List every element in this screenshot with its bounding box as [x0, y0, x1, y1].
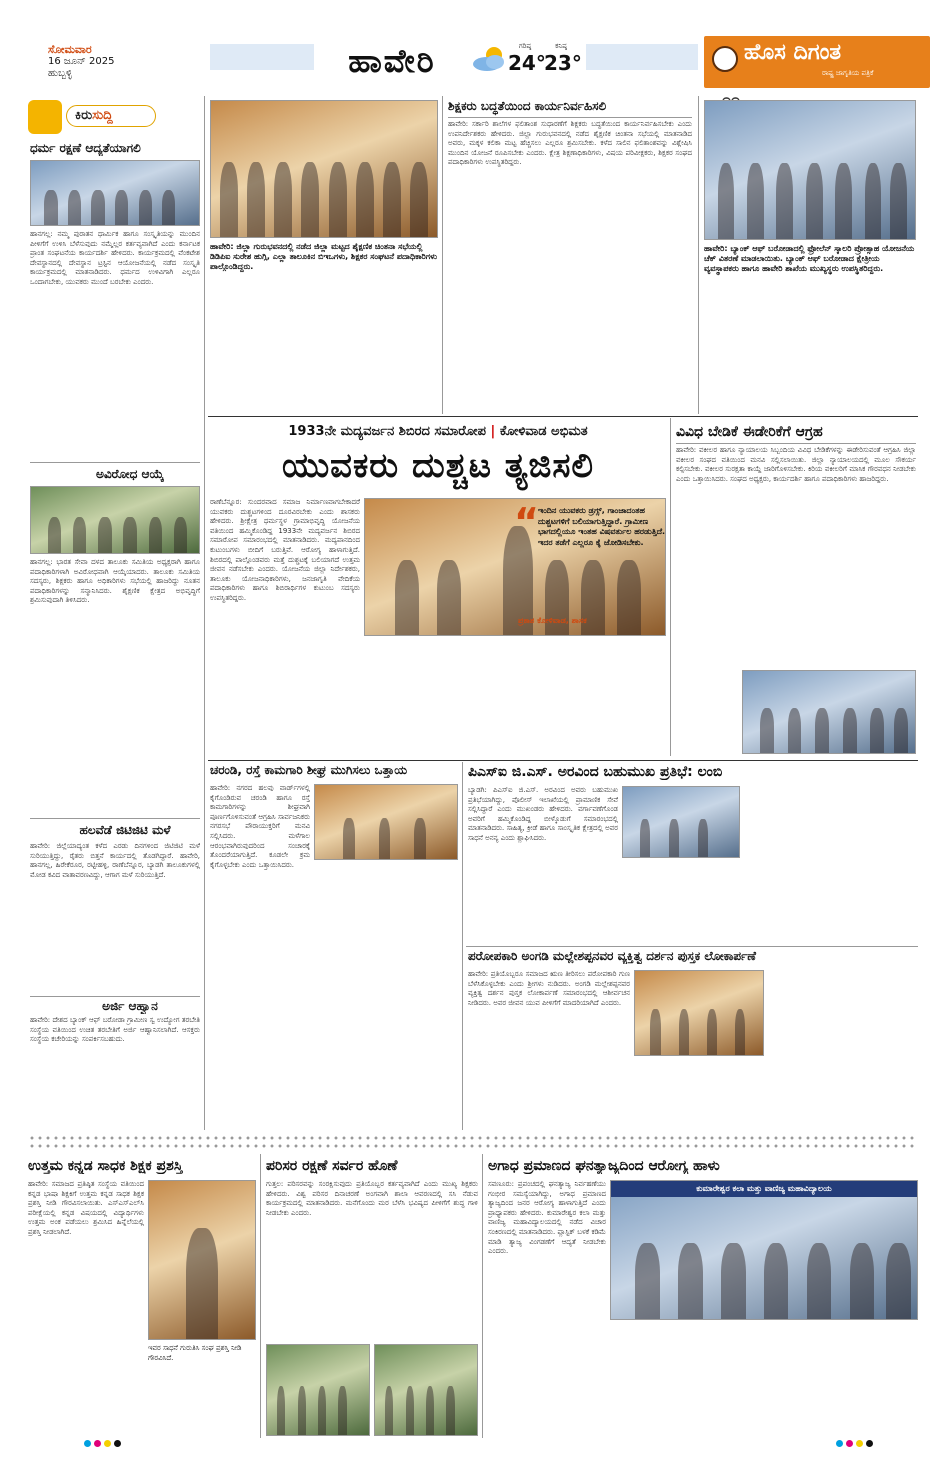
- mid-story-3-head: ಪರೋಪಕಾರಿ ಅಂಗಡಿ ಮಲ್ಲೇಶಪ್ಪನವರ ವ್ಯಕ್ತಿತ್ವ ದರ್ಶನ ಪುಸ್ತಕ ಲೋಕಾರ್ಪಣೆ: [468, 950, 757, 963]
- top-story-2-head: ಶಿಕ್ಷಕರು ಬದ್ಧತೆಯಿಂದ ಕಾರ್ಯನಿರ್ವಹಿಸಲಿ: [448, 100, 692, 118]
- top-story-3-photo: [704, 100, 916, 240]
- right-story-1-photo: [742, 670, 916, 754]
- temp-min-value: 23°: [544, 51, 582, 75]
- mid-story-1-photo: [314, 784, 458, 860]
- mid-story-2-head: ಪಿಎಸ್ಐ ಜಿ.ಎಸ್. ಅರವಿಂದ ಬಹುಮುಖ ಪ್ರತಿಭೆ: ಲಂಬಿ: [468, 764, 723, 780]
- column-divider: [442, 96, 443, 414]
- column-divider: [462, 762, 463, 1130]
- divider: [30, 818, 200, 819]
- right-story-1-body: ಹಾವೇರಿ: ವಕೀಲರ ಹಾಗೂ ನ್ಯಾಯಾಲಯ ಸಿಬ್ಬಂದಿಯ ವಿವಿಧ ಬೇಡಿಕೆಗಳನ್ನು ಈಡೇರಿಸುವಂತೆ ಆಗ್ರಹಿಸಿ ಜಿಲ್ಲಾ ವಕೀಲರ ಸಂಘದ ವತಿಯಿಂದ ಮನವಿ ಸಲ್ಲಿಸಲಾಯಿತು. ಜಿಲ್ಲಾ ನ್ಯಾಯಾಲಯದಲ್ಲಿ ಮೂಲ ಸೌಕರ್ಯ ಕಲ್ಪಿಸಬೇಕು. ವಕೀಲರ ಸುರಕ್ಷತಾ ಕಾಯ್ದೆ ಜಾರಿಗೊಳಿಸಬೇಕು. ಕಿರಿಯ ವಕೀಲರಿಗೆ ಮಾಸಿಕ ಗೌರವಧನ ನೀಡಬೇಕು ಎಂದು ಒತ್ತಾಯಿಸಿದರು. ಸಂಘದ ಅಧ್ಯಕ್ಷರು, ಕಾರ್ಯದರ್ಶಿ ಹಾಗೂ ಪದಾಧಿಕಾರಿಗಳು ಹಾಜರಿದ್ದರು.: [676, 446, 916, 483]
- college-banner: ಕುಮಾರೇಶ್ವರ ಕಲಾ ಮತ್ತು ವಾಣಿಜ್ಯ ಮಹಾವಿದ್ಯಾಲಯ: [611, 1181, 917, 1197]
- city-title: ಹಾವೇರಿ: [348, 42, 436, 80]
- mid-story-3-body: ಹಾವೇರಿ: ಪ್ರತಿಯೊಬ್ಬರೂ ಸಮಾಜದ ಋಣ ತೀರಿಸಲು ಪರೋಪಕಾರಿ ಗುಣ ಬೆಳೆಸಿಕೊಳ್ಳಬೇಕು ಎಂದು ಶ್ರೀಗಳು ನುಡಿದರು. ಅಂಗಡಿ ಮಲ್ಲೇಶಪ್ಪನವರ ವ್ಯಕ್ತಿತ್ವ ದರ್ಶನ ಪುಸ್ತಕ ಲೋಕಾರ್ಪಣೆ ಸಮಾರಂಭದಲ್ಲಿ ಆಶೀರ್ವಚನ ನೀಡಿದರು. ಅವರ ಜೀವನ ಯುವ ಪೀಳಿಗೆಗೆ ಮಾದರಿಯಾಗಿದೆ ಎಂದರು.: [468, 970, 630, 1007]
- registration-marks: [84, 1440, 121, 1448]
- masthead: [0, 28, 945, 90]
- temp-max: [508, 42, 546, 75]
- mid-story-1-body: ಹಾವೇರಿ: ನಗರದ ಹಲವು ವಾರ್ಡ್‌ಗಳಲ್ಲಿ ಕೈಗೊಂಡಿರುವ ಚರಂಡಿ ಹಾಗೂ ರಸ್ತೆ ಕಾಮಗಾರಿಗಳನ್ನು ಶೀಘ್ರವಾಗಿ ಪೂರ್ಣಗೊಳಿಸುವಂತೆ ಆಗ್ರಹಿಸಿ ಸಾರ್ವಜನಿಕರು ನಗರಸಭೆ ಪೌರಾಯುಕ್ತರಿಗೆ ಮನವಿ ಸಲ್ಲಿಸಿದರು. ಮಳೆಗಾಲ ಆರಂಭವಾಗಿರುವುದರಿಂದ ಸಂಚಾರಕ್ಕೆ ತೊಂದರೆಯಾಗುತ್ತಿದೆ. ಕೂಡಲೇ ಕ್ರಮ ಕೈಗೊಳ್ಳಬೇಕು ಎಂದು ಒತ್ತಾಯಿಸಿದರು.: [210, 784, 310, 869]
- mid-story-1-body-cont: [314, 864, 458, 1124]
- mid-story-1-head: ಚರಂಡಿ, ರಸ್ತೆ ಕಾಮಗಾರಿ ಶೀಘ್ರ ಮುಗಿಸಲು ಒತ್ತಾಯ: [210, 764, 408, 777]
- hand-icon: [28, 100, 62, 134]
- brief-1-photo: [30, 160, 200, 226]
- section-divider: [208, 760, 918, 761]
- mid-story-3-photo: [634, 970, 764, 1056]
- temp-min: [544, 42, 582, 75]
- masthead-band-left: [210, 44, 314, 70]
- brief-3-body: ಹಾವೇರಿ: ಜಿಲ್ಲೆಯಾದ್ಯಂತ ಕಳೆದ ಎರಡು ದಿನಗಳಿಂದ ಜಿಟಿಜಿಟಿ ಮಳೆ ಸುರಿಯುತ್ತಿದ್ದು, ರೈತರು ಬಿತ್ತನೆ ಕಾರ್ಯದಲ್ಲಿ ತೊಡಗಿದ್ದಾರೆ. ಹಾವೇರಿ, ಹಾನಗಲ್ಲ, ಹಿರೇಕೆರೂರ, ರಟ್ಟೀಹಳ್ಳಿ, ರಾಣೆಬೆನ್ನೂರ, ಬ್ಯಾಡಗಿ ತಾಲೂಕುಗಳಲ್ಲಿ ಮೋಡ ಕವಿದ ವಾತಾವರಣವಿದ್ದು, ಆಗಾಗ ಮಳೆ ಸುರಿಯುತ್ತಿದೆ.: [30, 842, 200, 879]
- bottom-story-3-body: ಸವಣೂರು: ಪ್ರಪಂಚದಲ್ಲಿ ಘನತ್ಯಾಜ್ಯ ನಿರ್ವಹಣೆಯು ಗಂಭೀರ ಸಮಸ್ಯೆಯಾಗಿದ್ದು, ಅಗಾಧ ಪ್ರಮಾಣದ ತ್ಯಾಜ್ಯದಿಂದ ಜನರ ಆರೋಗ್ಯ ಹಾಳಾಗುತ್ತಿದೆ ಎಂದು ಪ್ರಾಧ್ಯಾಪಕರು ಹೇಳಿದರು. ಕುಮಾರೇಶ್ವರ ಕಲಾ ಮತ್ತು ವಾಣಿಜ್ಯ ಮಹಾವಿದ್ಯಾಲಯದಲ್ಲಿ ನಡೆದ ವಿಚಾರ ಸಂಕಿರಣದಲ್ಲಿ ಮಾತನಾಡಿದರು. ಪ್ಲಾಸ್ಟಿಕ್ ಬಳಕೆ ಕಡಿಮೆ ಮಾಡಿ ತ್ಯಾಜ್ಯ ವಿಂಗಡಣೆಗೆ ಆದ್ಯತೆ ನೀಡಬೇಕು ಎಂದರು.: [488, 1180, 606, 1256]
- lead-kicker-b: ಕೋಳಿವಾಡ ಅಭಿಮತ: [499, 424, 588, 439]
- temp-min-label: ಕನಿಷ್ಠ: [555, 42, 567, 50]
- brief-4-head: ಅರ್ಜಿ ಆಹ್ವಾನ: [102, 1000, 158, 1013]
- weather-widget: [470, 38, 582, 84]
- bottom-story-2-body: ಗುತ್ತಲ: ಪರಿಸರವನ್ನು ಸಂರಕ್ಷಿಸುವುದು ಪ್ರತಿಯೊಬ್ಬರ ಕರ್ತವ್ಯವಾಗಿದೆ ಎಂದು ಮುಖ್ಯ ಶಿಕ್ಷಕರು ಹೇಳಿದರು. ವಿಶ್ವ ಪರಿಸರ ದಿನಾಚರಣೆ ಅಂಗವಾಗಿ ಶಾಲಾ ಆವರಣದಲ್ಲಿ ಸಸಿ ನೆಡುವ ಕಾರ್ಯಕ್ರಮದಲ್ಲಿ ಮಾತನಾಡಿದರು. ಮನೆಗೊಂದು ಮರ ಬೆಳೆಸಿ ಭವಿಷ್ಯದ ಪೀಳಿಗೆಗೆ ಶುದ್ಧ ಗಾಳಿ ನೀಡಬೇಕು ಎಂದರು.: [266, 1180, 478, 1217]
- quote-mark-icon: “: [514, 500, 539, 544]
- lead-kicker-a: 1933ನೇ ಮದ್ಯವರ್ಜನ ಶಿಬಿರದ ಸಮಾರೋಪ: [288, 424, 486, 439]
- brand-title: ಹೊಸ ದಿಗಂತ: [744, 40, 842, 65]
- mid-story-2-body-cont: [744, 786, 916, 944]
- top-story-3-caption: ಹಾವೇರಿ: ಬ್ಯಾಂಕ್ ಆಫ್ ಬರೋಡಾದಲ್ಲಿ ಫ್ರೋಲೆನ್ ಸ್ಕಾಲರಿ ಪ್ರೋತ್ಸಾಹ ಯೋಜನೆಯ ಚೆಕ್ ವಿತರಣೆ ಮಾಡಲಾಯಿತು. ಬ್ಯಾಂಕ್ ಆಫ್ ಬರೋಡಾದ ಕ್ಷೇತ್ರೀಯ ವ್ಯವಸ್ಥಾಪಕರು ಹಾಗೂ ಹಾವೇರಿ ಶಾಖೆಯ ಮುಖ್ಯಸ್ಥರು ಉಪಸ್ಥಿತರಿದ್ದರು.: [704, 244, 915, 273]
- right-story-1-head: ವಿವಿಧ ಬೇಡಿಕೆ ಈಡೇರಿಕೆಗೆ ಆಗ್ರಹ: [676, 424, 916, 444]
- brief-2-head: ಅವಿರೋಧ ಆಯ್ಕೆ: [96, 468, 164, 481]
- weekday: ಸೋಮವಾರ: [48, 43, 92, 56]
- cloud-sun-icon: [470, 44, 510, 74]
- lead-body: ರಾಣೆಬೆನ್ನೂರ: ಸುಂದರವಾದ ಸಮಾಜ ನಿರ್ಮಾಣವಾಗಬೇಕಾದರೆ ಯುವಕರು ದುಶ್ಚಟಗಳಿಂದ ದೂರವಿರಬೇಕು ಎಂದು ಶಾಸಕರು ಹೇಳಿದರು. ಶ್ರೀಕ್ಷೇತ್ರ ಧರ್ಮಸ್ಥಳ ಗ್ರಾಮಾಭಿವೃದ್ಧಿ ಯೋಜನೆಯ ವತಿಯಿಂದ ಹಮ್ಮಿಕೊಂಡಿದ್ದ 1933ನೇ ಮದ್ಯವರ್ಜನ ಶಿಬಿರದ ಸಮಾರೋಪ ಸಮಾರಂಭದಲ್ಲಿ ಮಾತನಾಡಿದರು. ಮದ್ಯಪಾನದಿಂದ ಕುಟುಂಬಗಳು ಬೀದಿಗೆ ಬರುತ್ತಿವೆ. ಆರೋಗ್ಯ ಹಾಳಾಗುತ್ತಿದೆ. ಶಿಬಿರದಲ್ಲಿ ಪಾಲ್ಗೊಂಡವರು ಮತ್ತೆ ದುಶ್ಚಟಕ್ಕೆ ಬಲಿಯಾಗದೆ ಉತ್ತಮ ಜೀವನ ನಡೆಸಬೇಕು ಎಂದರು. ಯೋಜನೆಯ ಜಿಲ್ಲಾ ನಿರ್ದೇಶಕರು, ತಾಲೂಕು ಯೋಜನಾಧಿಕಾರಿಗಳು, ಜನಜಾಗೃತಿ ವೇದಿಕೆಯ ಪದಾಧಿಕಾರಿಗಳು ಹಾಗೂ ಶಿಬಿರಾರ್ಥಿಗಳ ಕುಟುಂಬ ಸದಸ್ಯರು ಉಪಸ್ಥಿತರಿದ್ದರು.: [210, 498, 360, 602]
- mid-story-2-body: ಬ್ಯಾಡಗಿ: ಪಿಎಸ್ಐ ಜಿ.ಎಸ್. ಅರವಿಂದ ಅವರು ಬಹುಮುಖ ಪ್ರತಿಭೆಯಾಗಿದ್ದು, ಪೊಲೀಸ್ ಇಲಾಖೆಯಲ್ಲಿ ಪ್ರಾಮಾಣಿಕ ಸೇವೆ ಸಲ್ಲಿಸಿದ್ದಾರೆ ಎಂದು ಮುಖಂಡರು ಹೇಳಿದರು. ವರ್ಗಾವಣೆಗೊಂಡ ಅವರಿಗೆ ಹಮ್ಮಿಕೊಂಡಿದ್ದ ಬೀಳ್ಕೊಡುಗೆ ಸಮಾರಂಭದಲ್ಲಿ ಮಾತನಾಡಿದರು. ಸಾಹಿತ್ಯ, ಕ್ರೀಡೆ ಹಾಗೂ ಸಾಂಸ್ಕೃತಿಕ ಕ್ಷೇತ್ರದಲ್ಲಿ ಅವರ ಸಾಧನೆ ಅನನ್ಯ ಎಂದು ಶ್ಲಾಘಿಸಿದರು.: [468, 786, 618, 842]
- kirusuddi-label: [28, 100, 200, 136]
- date-block: [48, 44, 114, 80]
- kicker-separator: |: [490, 424, 500, 439]
- bottom-story-3-body-cont: [610, 1324, 918, 1436]
- brief-1-body: ಹಾನಗಲ್ಲ: ನಮ್ಮ ಪುರಾತನ ಧಾರ್ಮಿಕ ಹಾಗೂ ಸಂಸ್ಕೃತಿಯನ್ನು ಮುಂದಿನ ಪೀಳಿಗೆಗೆ ಉಳಿಸಿ ಬೆಳೆಸುವುದು ನಮ್ಮೆಲ್ಲರ ಕರ್ತವ್ಯವಾಗಿದೆ ಎಂದು ಕರ್ನಾಟಕ ಪ್ರಾಂತ ಸಂಘಟನೆಯ ಕಾರ್ಯದರ್ಶಿ ಹೇಳಿದರು. ಕಾರ್ಯಕ್ರಮದಲ್ಲಿ ವೆಂಕಟೇಶ ದೇವಸ್ಥಾನದಲ್ಲಿ ದೇವಸ್ಥಾನ ಟ್ರಸ್ಟಿನ ಆಯೋಜನೆಯಲ್ಲಿ ನಡೆದ ಸಂಸ್ಕೃತಿ ಕಾರ್ಯಕ್ರಮದಲ್ಲಿ ಮಾತನಾಡಿದರು. ಧರ್ಮದ ಉಳಿವಿಗಾಗಿ ಎಲ್ಲರೂ ಒಂದಾಗಬೇಕು, ಯುವಕರು ಮುಂದೆ ಬರಬೇಕು ಎಂದರು.: [30, 230, 200, 286]
- edition-place: ಹುಬ್ಬಳ್ಳಿ: [48, 68, 73, 79]
- section-divider: [208, 416, 918, 417]
- bottom-story-2-photo-b: [374, 1344, 478, 1436]
- bottom-story-1-photo: [148, 1180, 256, 1340]
- bottom-story-1-body: ಹಾವೇರಿ: ಸಮಾಜದ ಪ್ರತಿಷ್ಠಿತ ಸಂಸ್ಥೆಯ ವತಿಯಿಂದ ಕನ್ನಡ ಭಾಷಾ ಶಿಕ್ಷಕಿಗೆ ಉತ್ತಮ ಕನ್ನಡ ಸಾಧಕ ಶಿಕ್ಷಕ ಪ್ರಶಸ್ತಿ ನೀಡಿ ಗೌರವಿಸಲಾಯಿತು. ಎಸ್ಎಸ್ಎಲ್‌ಸಿ ಪರೀಕ್ಷೆಯಲ್ಲಿ ಕನ್ನಡ ವಿಷಯದಲ್ಲಿ ವಿದ್ಯಾರ್ಥಿಗಳು ಉತ್ತಮ ಅಂಕ ಪಡೆಯಲು ಶ್ರಮಿಸಿದ ಹಿನ್ನೆಲೆಯಲ್ಲಿ ಪ್ರಶಸ್ತಿ ನೀಡಲಾಗಿದೆ.: [28, 1180, 144, 1236]
- divider: [30, 996, 200, 997]
- kirusuddi-pill: [66, 105, 156, 127]
- brief-2-photo: [30, 486, 200, 554]
- lead-title: ಯುವಕರು ದುಶ್ಚಟ ತ್ಯಜಿಸಲಿ: [281, 446, 595, 486]
- lead-quote: [514, 500, 666, 632]
- brand-seal-icon: [712, 46, 738, 72]
- brief-3-head: ಹಲವೆಡೆ ಜಿಟಿಜಿಟಿ ಮಳೆ: [79, 824, 171, 837]
- brief-2-body: ಹಾನಗಲ್ಲ: ಭಾರತ ಸೇವಾ ದಳದ ತಾಲೂಕು ಸಮಿತಿಯ ಅಧ್ಯಕ್ಷರಾಗಿ ಹಾಗೂ ಪದಾಧಿಕಾರಿಗಳಾಗಿ ಅವಿರೋಧವಾಗಿ ಆಯ್ಕೆಯಾದರು. ತಾಲೂಕು ಸಮಿತಿಯ ಸದಸ್ಯರು, ಶಿಕ್ಷಕರು ಹಾಗೂ ಅಧಿಕಾರಿಗಳು ಸಭೆಯಲ್ಲಿ ಹಾಜರಿದ್ದು ನೂತನ ಪದಾಧಿಕಾರಿಗಳನ್ನು ಸನ್ಮಾನಿಸಿದರು. ಶೈಕ್ಷಣಿಕ ಕ್ಷೇತ್ರದ ಅಭಿವೃದ್ಧಿಗೆ ಶ್ರಮಿಸುವುದಾಗಿ ತಿಳಿಸಿದರು.: [30, 558, 200, 605]
- top-story-1-caption: ಹಾವೇರಿ: ಜಿಲ್ಲಾ ಗುರುಭವನದಲ್ಲಿ ನಡೆದ ಜಿಲ್ಲಾ ಮಟ್ಟದ ಶೈಕ್ಷಣಿಕ ಚಿಂತನಾ ಸಭೆಯಲ್ಲಿ ಡಿಡಿಪಿಐ ಸುರೇಶ ಹುಗ್ಗಿ, ಎಲ್ಲಾ ತಾಲೂಕಿನ ಬಿಇಒಗಳು, ಶಿಕ್ಷಕರ ಸಂಘಟನೆ ಪದಾಧಿಕಾರಿಗಳು ಪಾಲ್ಗೊಂಡಿದ್ದರು.: [210, 242, 437, 271]
- date: 16 ಜೂನ್ 2025: [48, 56, 115, 67]
- quote-text: ಇಂದಿನ ಯುವಕರು ಡ್ರಗ್ಸ್, ಗಾಂಜಾದಂತಹ ದುಶ್ಚಟಗಳಿಗೆ ಬಲಿಯಾಗುತ್ತಿದ್ದಾರೆ. ಗ್ರಾಮೀಣ ಭಾಗದಲ್ಲಿಯೂ ಇಂತಹ ವಿಷವರ್ತುಲ ಹರಡುತ್ತಿದೆ. ಇದರ ತಡೆಗೆ ಎಲ್ಲರೂ ಕೈ ಜೋಡಿಸಬೇಕು.: [538, 506, 666, 547]
- section-divider-dots: [28, 1134, 918, 1150]
- top-story-2-body: ಹಾವೇರಿ: ಸರ್ಕಾರಿ ಶಾಲೆಗಳ ಫಲಿತಾಂಶ ಸುಧಾರಣೆಗೆ ಶಿಕ್ಷಕರು ಬದ್ಧತೆಯಿಂದ ಕಾರ್ಯನಿರ್ವಹಿಸಬೇಕು ಎಂದು ಉಪನಿರ್ದೇಶಕರು ಹೇಳಿದರು. ಜಿಲ್ಲಾ ಗುರುಭವನದಲ್ಲಿ ನಡೆದ ಶೈಕ್ಷಣಿಕ ಚಿಂತನಾ ಸಭೆಯಲ್ಲಿ ಮಾತನಾಡಿದ ಅವರು, ಮಕ್ಕಳ ಕಲಿಕಾ ಮಟ್ಟ ಹೆಚ್ಚಿಸಲು ಎಲ್ಲರೂ ಶ್ರಮಿಸಬೇಕು. ಕಳೆದ ಸಾಲಿನ ಫಲಿತಾಂಶವನ್ನು ವಿಶ್ಲೇಷಿಸಿ ಮುಂದಿನ ಯೋಜನೆ ರೂಪಿಸಬೇಕು ಎಂದರು. ಕ್ಷೇತ್ರ ಶಿಕ್ಷಣಾಧಿಕಾರಿಗಳು, ವಿಷಯ ಪರಿವೀಕ್ಷಕರು, ಶಿಕ್ಷಕರ ಸಂಘದ ಪದಾಧಿಕಾರಿಗಳು ಉಪಸ್ಥಿತರಿದ್ದರು.: [448, 120, 692, 167]
- divider: [30, 462, 200, 463]
- brief-4-body: ಹಾವೇರಿ: ದೇಶದ ಬ್ಯಾಂಕ್ ಆಫ್ ಬರೋಡಾ ಗ್ರಾಮೀಣ ಸ್ವ ಉದ್ಯೋಗ ತರಬೇತಿ ಸಂಸ್ಥೆಯ ವತಿಯಿಂದ ಉಚಿತ ತರಬೇತಿಗೆ ಅರ್ಜಿ ಆಹ್ವಾನಿಸಲಾಗಿದೆ. ಆಸಕ್ತರು ಸಂಸ್ಥೆಯ ಕಚೇರಿಯನ್ನು ಸಂಪರ್ಕಿಸಬಹುದು.: [30, 1016, 200, 1044]
- kirusuddi-label-b: ಸುದ್ದಿ: [92, 108, 113, 123]
- column-divider: [260, 1154, 261, 1438]
- registration-marks: [836, 1440, 873, 1448]
- quote-attribution: ಪ್ರಕಾಶ ಕೋಳಿವಾಡ, ಶಾಸಕ: [518, 616, 587, 625]
- lead-kicker: [210, 424, 666, 444]
- column-divider: [482, 1154, 483, 1438]
- brand-logo: [704, 36, 930, 88]
- column-divider: [698, 96, 699, 414]
- mid-story-3-body-cont: [768, 970, 916, 1126]
- bottom-story-1-photo-caption: ಇವರ ಸಾಧನೆ ಗುರುತಿಸಿ ಸಂಘ ಪ್ರಶಸ್ತಿ ನೀಡಿ ಗೌರವಿಸಿದೆ.: [148, 1344, 242, 1362]
- temp-max-label: ಗರಿಷ್ಠ: [518, 42, 532, 50]
- bottom-story-1-head: ಉತ್ತಮ ಕನ್ನಡ ಸಾಧಕ ಶಿಕ್ಷಕ ಪ್ರಶಸ್ತಿ: [28, 1158, 183, 1174]
- bottom-story-2-photo-a: [266, 1344, 370, 1436]
- column-divider: [204, 96, 205, 1130]
- bottom-story-2-head: ಪರಿಸರ ರಕ್ಷಣೆ ಸರ್ವರ ಹೊಣೆ: [266, 1158, 398, 1174]
- divider: [466, 946, 918, 947]
- kirusuddi-label-a: ಕಿರು: [75, 108, 93, 123]
- temp-max-value: 24°: [508, 51, 546, 75]
- column-divider: [670, 418, 671, 756]
- brief-1-head: ಧರ್ಮ ರಕ್ಷಣೆ ಆದ್ಯತೆಯಾಗಲಿ: [30, 142, 141, 155]
- brand-tagline: ರಾಷ್ಟ್ರ ಜಾಗೃತಿಯ ಪತ್ರಿಕೆ: [822, 69, 874, 77]
- bottom-story-3-head: ಅಗಾಧ ಪ್ರಮಾಣದ ಘನತ್ಯಾಜ್ಯದಿಂದ ಆರೋಗ್ಯ ಹಾಳು: [488, 1158, 720, 1174]
- masthead-band-right: [586, 44, 698, 70]
- mid-story-2-photo: [622, 786, 740, 858]
- bottom-story-3-photo: [610, 1180, 918, 1320]
- top-story-1-photo: [210, 100, 438, 238]
